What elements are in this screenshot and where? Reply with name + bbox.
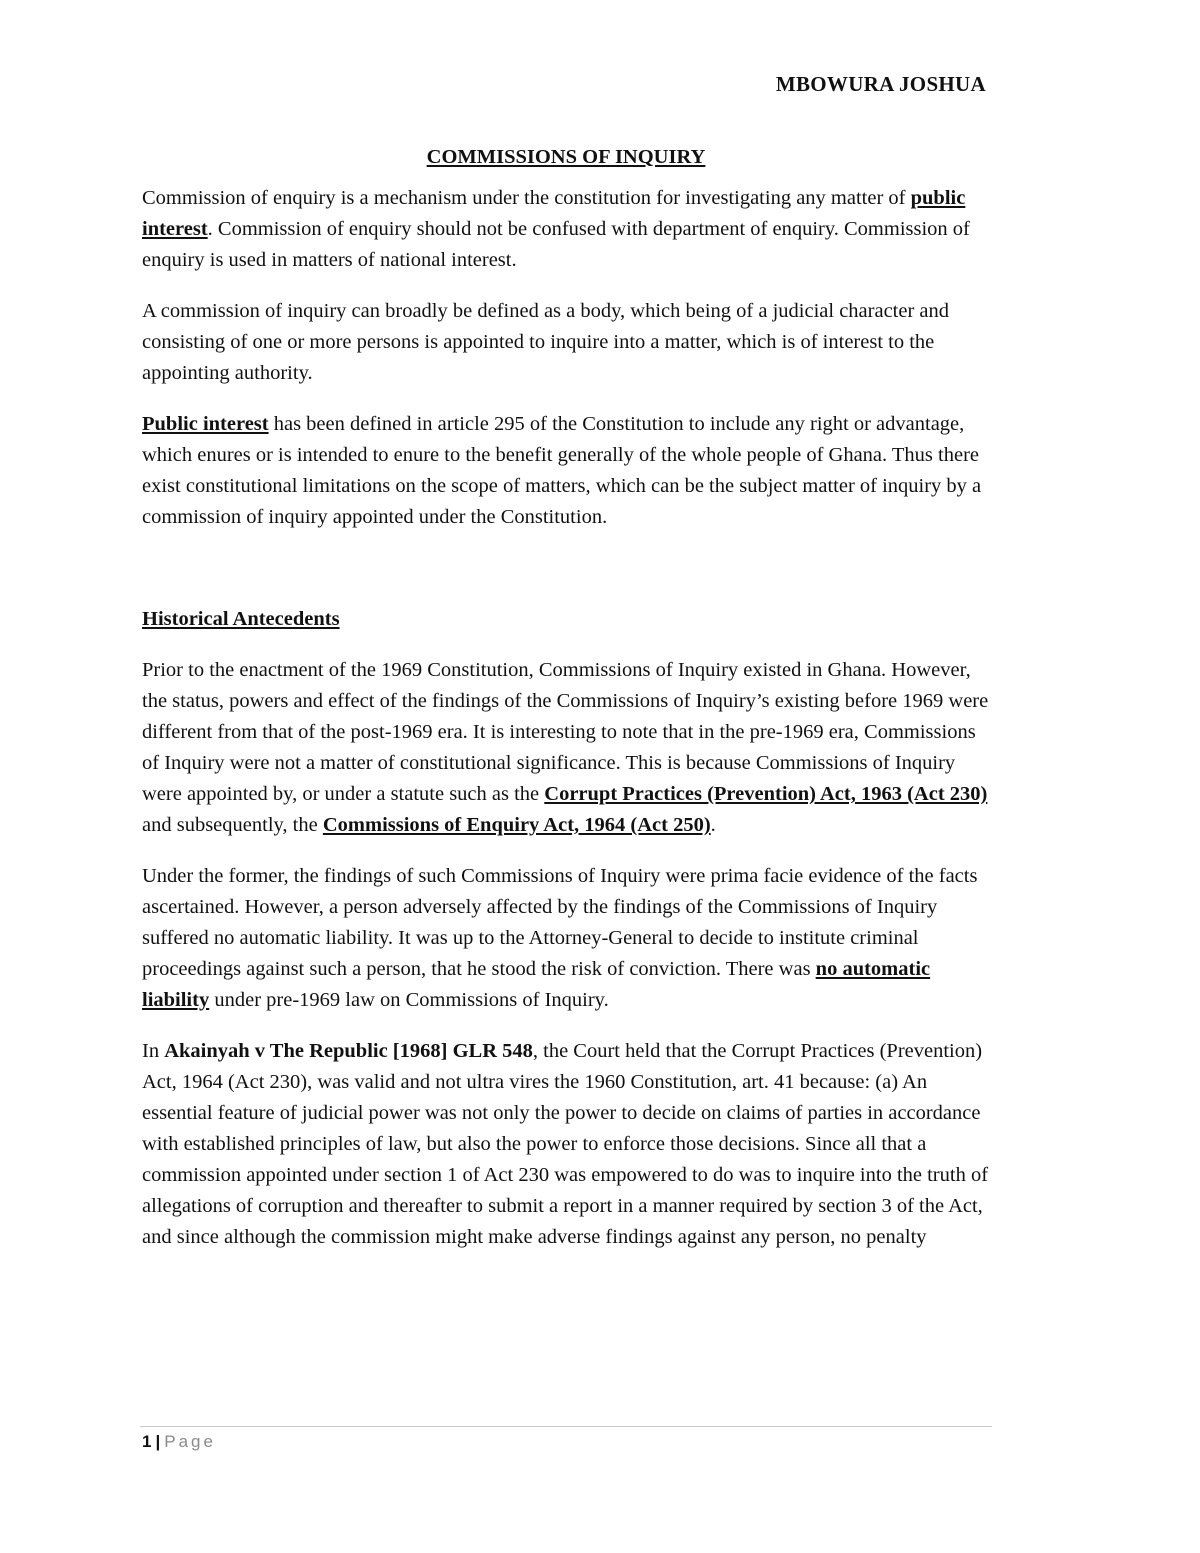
header-author: MBOWURA JOSHUA	[775, 72, 986, 96]
term-public-interest: public interest	[142, 187, 966, 240]
footer-divider	[140, 1426, 992, 1427]
paragraph-1	[142, 183, 990, 276]
paragraph-6	[142, 1036, 990, 1253]
para6-text-a: In	[142, 1040, 165, 1062]
para6-text-b: , the Court held that the Corrupt Practices (Prevention) Act, 1964 (Act 230), was valid and not ultra vires the 1960 Constitution, art. 41 because: (a) An essential feature of judicial power was not only the power to decide on claims of parties in accordance with established principles of law, but also the power to enforce those decisions. Since all that a commission appointed under section 1 of Act 230 was empowered to do was to inquire into the truth of allegations of corruption and thereafter to submit a report in a manner required by section 3 of the Act, and since although the commission might make adverse findings against any person, no penalty	[142, 1040, 989, 1248]
act-commissions-enquiry: Commissions of Enquiry Act, 1964 (Act 250)	[322, 814, 711, 836]
term-public-interest-def: Public interest	[142, 413, 269, 435]
para4-text-c: .	[710, 814, 716, 836]
document-title: COMMISSIONS OF INQUIRY	[426, 146, 706, 168]
section-heading-historical: Historical Antecedents	[142, 608, 340, 630]
paragraph-5	[142, 861, 990, 1016]
paragraph-3	[142, 409, 990, 533]
para1-text-b: . Commission of enquiry should not be confused with department of enquiry. Commission of enquiry is used in matters of national interest.	[142, 218, 970, 271]
para4-text-b: and subsequently, the	[142, 814, 323, 836]
spacer	[142, 553, 990, 604]
page-footer	[142, 1432, 216, 1452]
act-corrupt-practices: Corrupt Practices (Prevention) Act, 1963 (Act 230)	[544, 783, 988, 805]
term-no-automatic-liability: no automatic liability	[142, 958, 931, 1011]
case-citation: Akainyah v The Republic [1968] GLR 548	[164, 1040, 533, 1062]
document-body	[142, 142, 990, 1273]
para4-text-a: Prior to the enactment of the 1969 Constitution, Commissions of Inquiry existed in Ghana. However, the status, powers and effect of the findings of the Commissions of Inquiry’s existing before 1969 were different from that of the post-1969 era. It is interesting to note that in the pre-1969 era, Commissions of Inquiry were not a matter of constitutional significance. This is because Commissions of Inquiry were appointed by, or under a statute such as the	[142, 659, 989, 805]
paragraph-2: A commission of inquiry can broadly be defined as a body, which being of a judicial character and consisting of one or more persons is appointed to inquire into a matter, which is of interest to the appointing authority.	[142, 300, 950, 384]
footer-separator: |	[155, 1432, 161, 1451]
page-label: Page	[164, 1432, 216, 1451]
paragraph-4	[142, 655, 990, 841]
page-number: 1	[142, 1432, 152, 1451]
para3-text: has been defined in article 295 of the Constitution to include any right or advantage, which enures or is intended to enure to the benefit generally of the whole people of Ghana. Thus there exist constitutional limitations on the scope of matters, which can be the subject matter of inquiry by a commission of inquiry appointed under the Constitution.	[142, 413, 982, 528]
para1-text-a: Commission of enquiry is a mechanism under the constitution for investigating any matter of	[142, 187, 911, 209]
para5-text-b: under pre-1969 law on Commissions of Inquiry.	[209, 989, 609, 1011]
para5-text-a: Under the former, the findings of such Commissions of Inquiry were prima facie evidence of the facts ascertained. However, a person adversely affected by the findings of the Commissions of Inquiry suffered no automatic liability. It was up to the Attorney-General to decide to institute criminal proceedings against such a person, that he stood the risk of conviction. There was	[142, 865, 978, 980]
